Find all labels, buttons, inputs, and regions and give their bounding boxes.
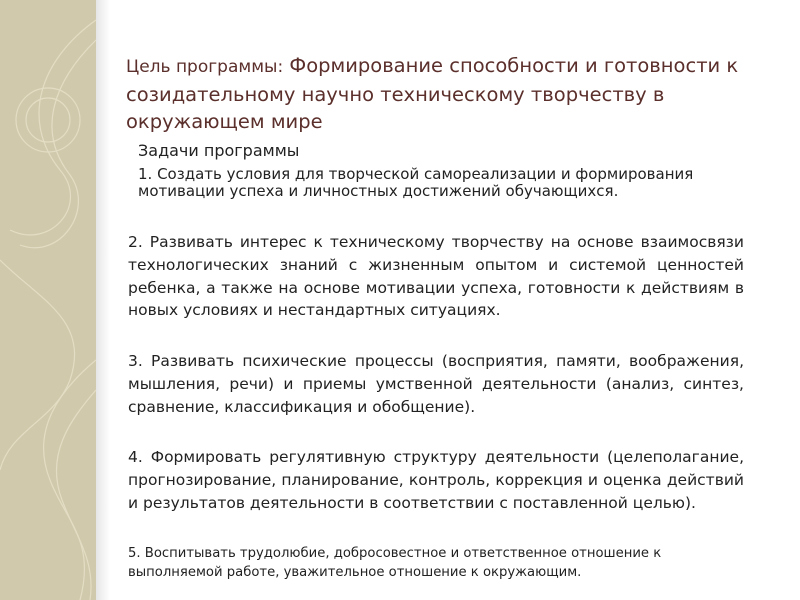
task-item-2: 2. Развивать интерес к техническому творчеству на основе взаимосвязи технологических знаний с жизненным опытом и системой ценностей ребенка, а также на основе мотивации успеха, готовности к действиям в новых условиях и нестандартных ситуациях. — [128, 233, 744, 320]
swirl-ornament-icon — [0, 0, 96, 600]
slide-title — [126, 52, 766, 135]
task-item-3: 3. Развивать психические процессы (восприятия, памяти, воображения, мышления, речи) и приемы умственной деятельности (анализ, синтез, сравнение, классификация и обобщение). — [128, 352, 744, 416]
task-item-5: 5. Воспитывать трудолюбие, добросовестное и ответственное отношение к выполняемой работе, уважительное отношение к окружающим. — [128, 546, 662, 580]
task-item-1: 1. Создать условия для творческой самореализации и формирования мотивации успеха и личностных достижений обучающихся. — [138, 165, 694, 200]
title-body: Формирование способности и готовности к созидательному научно техническому творчеству в окружающем мире — [126, 54, 739, 133]
decorative-side-band — [0, 0, 96, 600]
tasks-heading: Задачи программы — [138, 141, 300, 160]
task-item-4: 4. Формировать регулятивную структуру деятельности (целеполагание, прогнозирование, планирование, контроль, коррекция и оценка действий и результатов деятельности в соответствии с поставленной целью). — [128, 448, 744, 512]
title-lead: Цель программы: — [126, 57, 284, 77]
band-shadow — [96, 0, 110, 600]
